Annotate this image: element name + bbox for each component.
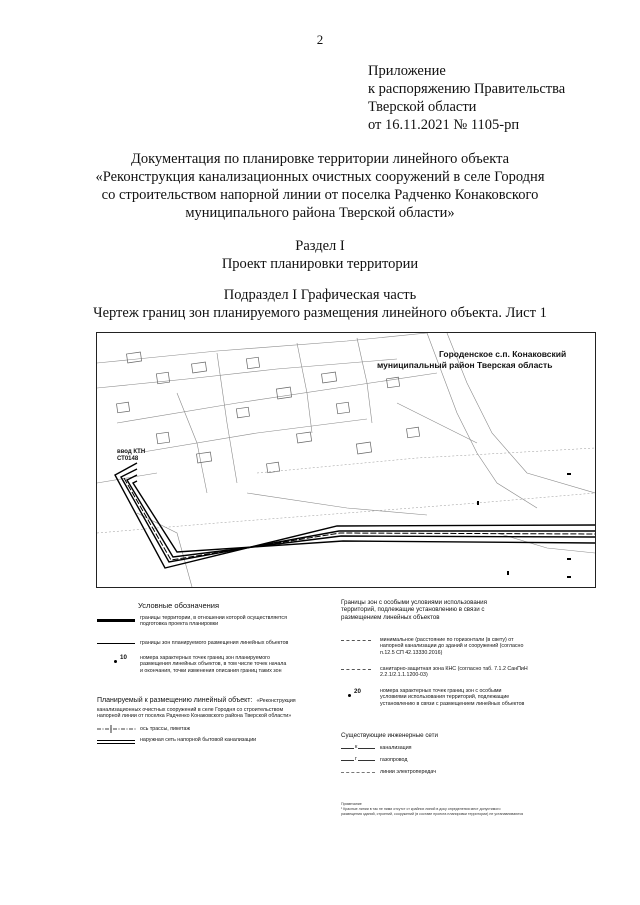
legend-zone-sanitary-line2: 2.2.1/2.1.1.1200-03) [380, 672, 428, 679]
subsection-label: Подраздел I Графическая часть [223, 287, 417, 303]
planned-route-corridor [115, 463, 595, 568]
legend-item-points [140, 655, 286, 674]
appendix-line-2: к распоряжению Правительства [368, 81, 566, 97]
point-dot-symbol [114, 660, 117, 663]
legend-zone-sanitary-line1: санитарно-защитная зона КНС (согласно таб. 7.1.2 СанПиН [380, 666, 528, 672]
map-marker-label: ввод КТН [117, 449, 146, 455]
legend-heading: Условные обозначения [138, 601, 220, 610]
map-dashed-features [97, 448, 595, 533]
map-region-label [377, 349, 567, 371]
legend-zone-minimum-line1: минимальное (расстояние по горизонтали (в свету) от [380, 637, 514, 643]
legend-item-axis: ось трассы, пикетаж [140, 726, 191, 732]
zone-boundary-symbol [97, 643, 135, 644]
zones-heading [341, 599, 556, 621]
appendix-line-3: Тверской области [368, 99, 477, 115]
zones-heading-line1: Границы зон с особыми условиями использования [341, 599, 487, 606]
engineering-networks-heading: Существующие инженерные сети [341, 732, 438, 739]
legend-zone-minimum [380, 637, 523, 656]
page-number: 2 [316, 32, 324, 47]
appendix-line-4: от 16.11.2021 № 1105-рп [368, 117, 520, 133]
legend-item-sewer: наружная сеть напорной бытовой канализации [140, 737, 257, 743]
legend-network-power: линии электропередач [380, 769, 436, 775]
section-label: Раздел I [295, 238, 345, 254]
map-region-line-2: муниципальный район Тверская область [377, 360, 553, 370]
sewerage-symbol-letter: к [355, 744, 358, 750]
planned-object-heading [97, 689, 337, 720]
appendix-line-1: Приложение [368, 63, 446, 79]
sewerage-network-symbol [341, 745, 375, 752]
doc-title-line-4: муниципального района Тверской области» [185, 205, 455, 221]
legend-item-territory-line2: подготовка проекта планировки [140, 621, 219, 628]
map-region-line-1: Городенское с.п. Конаковский [439, 349, 567, 359]
footnote [341, 802, 523, 817]
zone-point-dot-symbol [348, 694, 351, 697]
planned-object-line2: канализационных очистных сооружений в селе Городня со строительством [97, 707, 284, 713]
legend-zone-points-line3: установлению в связи с размещением линейных объектов [380, 700, 525, 707]
power-line-symbol [341, 772, 375, 773]
drawing-title: Чертеж границ зон планируемого размещения линейного объекта. Лист 1 [93, 305, 547, 321]
zones-heading-line3: размещением линейных объектов [341, 613, 440, 621]
planned-object-line3: напорной линии от поселка Радченко Конаковского района Тверской области» [97, 713, 292, 720]
footnote-line-2: размещения зданий, строений, сооружений (в составе проекта планировки территории) не устанавливаются [341, 812, 524, 816]
gas-network-symbol [341, 757, 375, 764]
doc-title-line-3: со строительством напорной линии от поселка Радченко Конаковского [101, 187, 539, 203]
gas-symbol-letter: г [355, 756, 357, 762]
document-title [40, 150, 600, 222]
legend-item-points-line1: номера характерных точек границ зон планируемого [140, 655, 270, 661]
sewer-line [124, 478, 595, 560]
map-background-features [97, 333, 595, 587]
minimum-distance-symbol [341, 640, 371, 641]
legend-zone-points [380, 688, 524, 707]
sewer-network-symbol [97, 740, 135, 744]
map-drawing [97, 333, 595, 587]
planned-object-title-cont: «Реконструкция [256, 698, 296, 704]
legend-item-points-line2: размещения линейных объектов, в том числе точек начала [140, 661, 287, 668]
planned-object-title: Планируемый к размещению линейный объект: [97, 697, 253, 704]
map-marker-code: СТ0148 [117, 456, 139, 462]
legend-zone-sanitary [380, 666, 528, 679]
doc-title-line-2: «Реконструкция канализационных очистных сооружений в селе Городня [95, 169, 545, 185]
sanitary-zone-symbol [341, 669, 371, 670]
planning-map [96, 332, 596, 588]
footnote-line-1: ¹ Красные линии в так не ними отсутст ст крайних линий в доку определения мест допустимого [341, 807, 501, 811]
legend-item-territory-line1: границы территории, в отношении которой осуществляется [140, 615, 287, 621]
legend-zone-points-line2: условиями использования территорий, подлежащие [380, 694, 510, 701]
legend-item-territory [140, 615, 287, 628]
route-axis-symbol [97, 724, 137, 734]
legend-network-gas: газопровод [380, 757, 408, 763]
zone-point-number-sample: 20 [354, 688, 361, 695]
legend-item-points-line3: и окончания, точки изменения описания границ таких зон [140, 667, 282, 674]
legend-zone-minimum-line3: п.12.5 СП 42.13330.2016) [380, 649, 443, 656]
appendix-block [368, 62, 565, 134]
map-marker [117, 449, 145, 463]
territory-boundary-symbol [97, 619, 135, 622]
zones-heading-line2: территорий, подлежащие установлению в связи с [341, 606, 485, 614]
legend-network-sewerage: канализация [380, 745, 412, 751]
point-number-sample: 10 [120, 654, 127, 661]
footnote-heading: Примечание [341, 802, 362, 806]
legend-item-zone: границы зон планируемого размещения линейных объектов [140, 640, 289, 646]
legend-zone-points-line1: номера характерных точек границ зон с особыми [380, 688, 502, 694]
legend-zone-minimum-line2: напорной канализации до зданий и сооружений (согласно [380, 643, 524, 650]
section-name: Проект планировки территории [221, 256, 419, 272]
doc-title-line-1: Документация по планировке территории линейного объекта [130, 151, 510, 167]
